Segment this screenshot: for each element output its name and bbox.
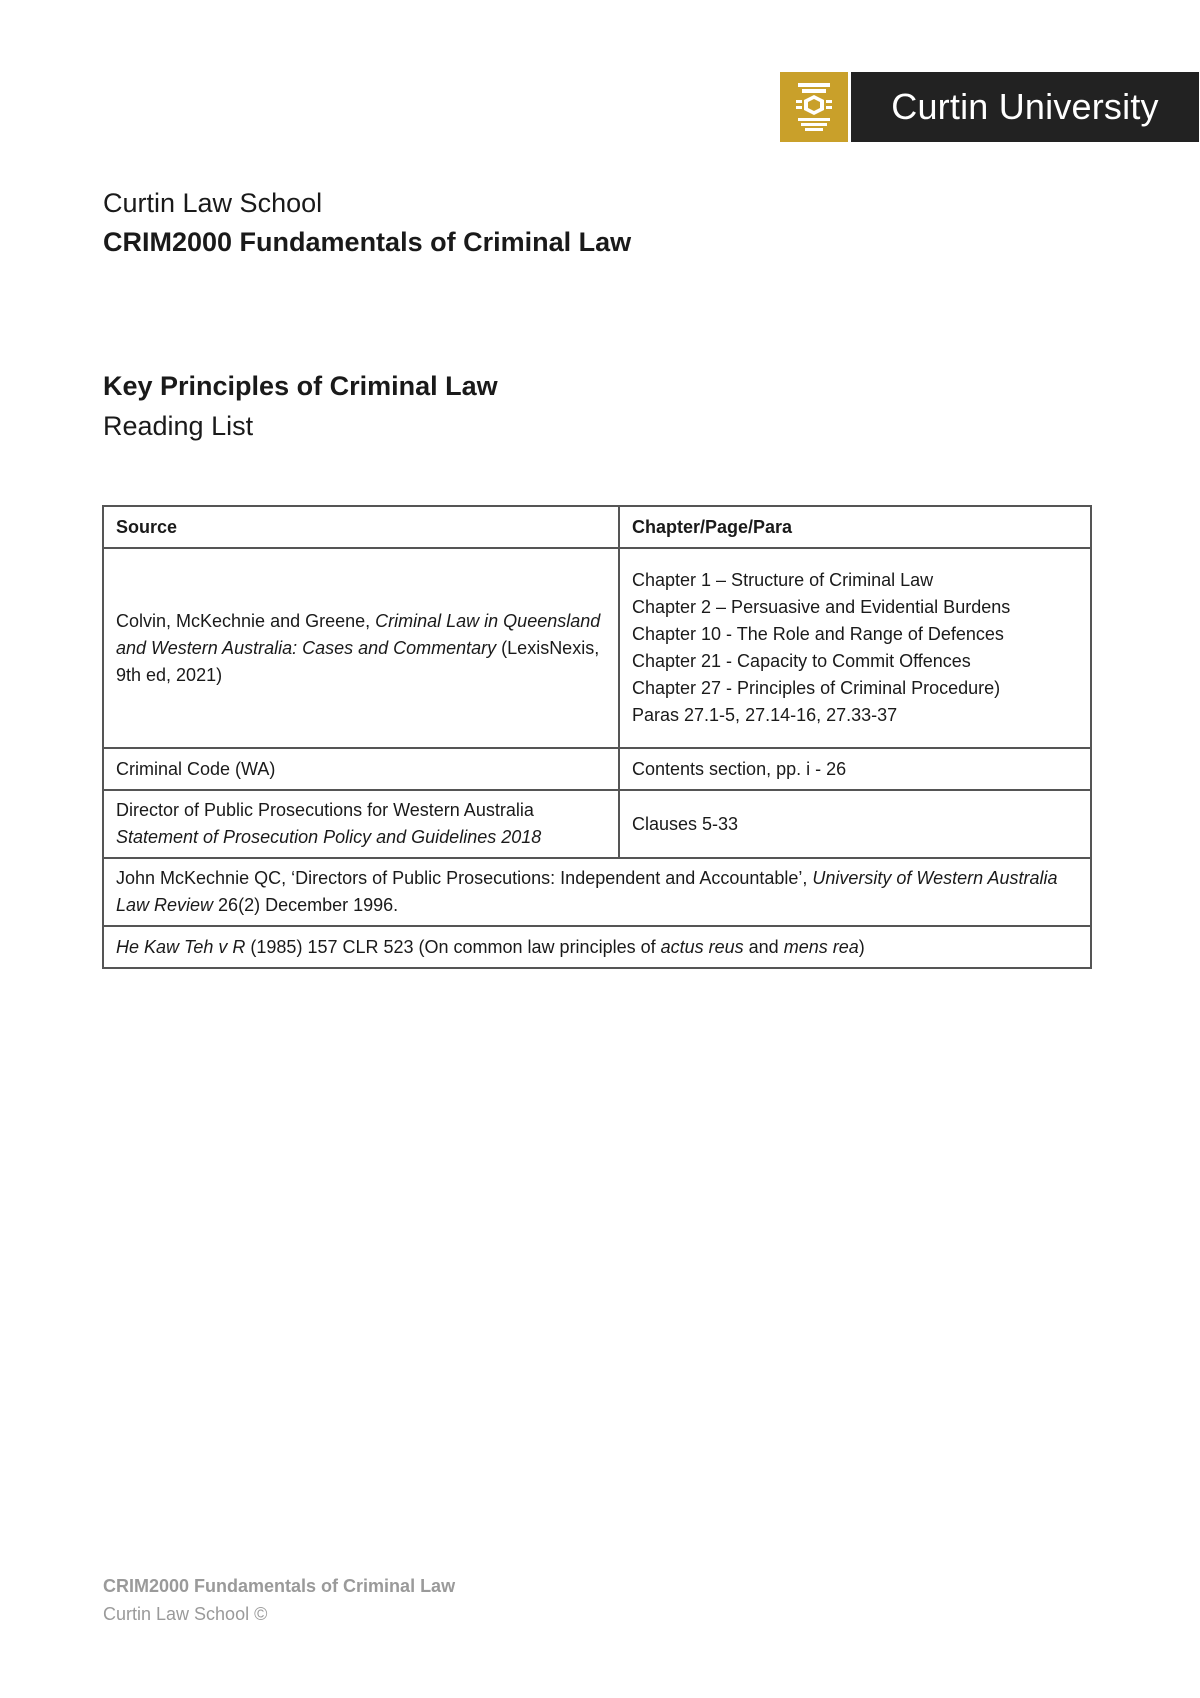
source-book-title: Criminal Law in Queensland and Western Australia: Cases and Commentary: [116, 610, 601, 658]
source-cell: Criminal Code (WA): [103, 748, 619, 790]
curtin-logo: [780, 72, 1199, 142]
document-title: Key Principles of Criminal Law: [103, 371, 498, 401]
chapter-cell: Clauses 5-33: [619, 790, 1091, 858]
table-header-row: [103, 506, 1091, 548]
source-policy-title: Statement of Prosecution Policy and Guidelines 2018: [116, 827, 542, 847]
closing-paren: ): [858, 936, 865, 957]
conjunction: and: [743, 936, 784, 957]
header-source: Source: [103, 506, 619, 548]
course-title: CRIM2000 Fundamentals of Criminal Law: [103, 227, 632, 257]
case-citation: (1985) 157 CLR 523 (On common law principles of: [245, 936, 661, 957]
footer-course: CRIM2000 Fundamentals of Criminal Law: [103, 1576, 456, 1596]
term-mens-rea: mens rea: [783, 936, 859, 957]
table-row: [103, 748, 1091, 790]
journal-title: University of Western Australia Law Review: [116, 868, 1058, 915]
journal-issue: 26(2) December 1996.: [213, 895, 399, 915]
source-cell: [103, 858, 1091, 926]
chapter-line: Chapter 10 - The Role and Range of Defences: [632, 624, 1004, 644]
source-cell: [103, 790, 619, 858]
table-row: [103, 858, 1091, 926]
curtin-crest-icon: [780, 72, 848, 142]
chapter-line: Chapter 27 - Principles of Criminal Procedure): [632, 678, 1001, 698]
source-cell: [103, 548, 619, 748]
document-subtitle: Reading List: [103, 411, 254, 441]
reading-list-table: [102, 505, 1092, 969]
term-actus-reus: actus reus: [660, 936, 744, 957]
chapter-line: Chapter 21 - Capacity to Commit Offences: [632, 651, 971, 671]
chapter-cell: [619, 548, 1091, 748]
source-publisher: (LexisNexis, 9th ed, 2021): [116, 637, 600, 685]
article-citation: John McKechnie QC, ‘Directors of Public Prosecutions: Independent and Accountable’,: [116, 868, 813, 888]
chapter-line: Paras 27.1-5, 27.14-16, 27.33-37: [632, 705, 898, 725]
school-name: Curtin Law School: [103, 188, 323, 218]
case-name: He Kaw Teh v R: [116, 936, 246, 957]
logo-wordmark: Curtin University: [851, 72, 1199, 142]
source-authors: Colvin, McKechnie and Greene,: [116, 610, 376, 631]
chapter-line: Chapter 2 – Persuasive and Evidential Burdens: [632, 597, 1011, 617]
chapter-cell: Contents section, pp. i - 26: [619, 748, 1091, 790]
table-row: [103, 926, 1091, 968]
table-row: [103, 548, 1091, 748]
source-organisation: Director of Public Prosecutions for Western Australia: [116, 800, 534, 820]
table-row: [103, 790, 1091, 858]
header-chapter-page-para: Chapter/Page/Para: [619, 506, 1091, 548]
footer-school: Curtin Law School ©: [103, 1604, 268, 1624]
source-cell: [103, 926, 1091, 968]
chapter-line: Chapter 1 – Structure of Criminal Law: [632, 570, 934, 590]
